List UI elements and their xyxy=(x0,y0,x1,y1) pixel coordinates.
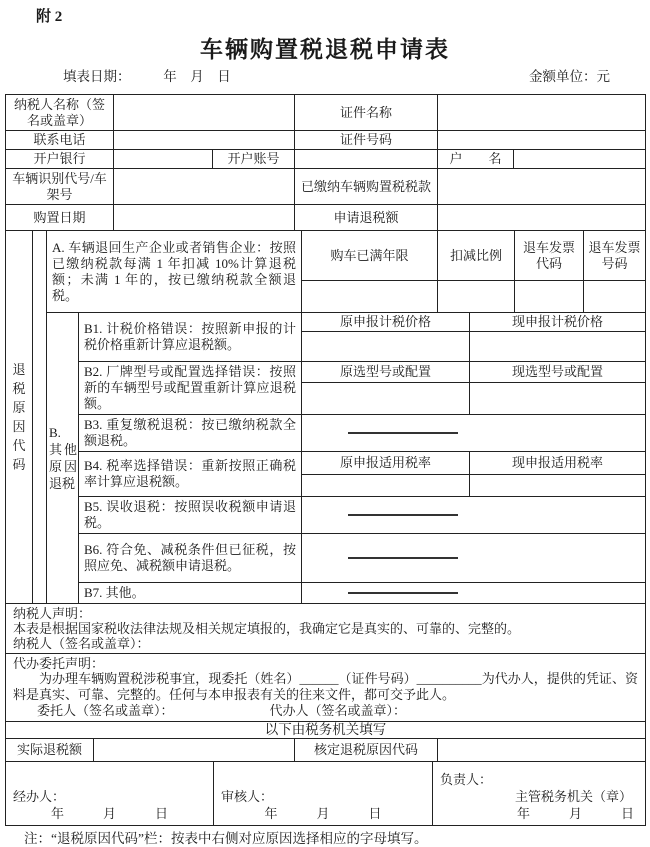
b4-new-input[interactable] xyxy=(470,475,646,497)
phone-input[interactable] xyxy=(114,131,295,150)
b5-blank-cell xyxy=(302,497,646,534)
b4-old-input[interactable] xyxy=(302,475,470,497)
taxpayer-declaration-body: 本表是根据国家税收法律法规及相关规定填报的，我确定它是真实的、可靠的、完整的。 xyxy=(13,621,521,636)
agent-signature-row xyxy=(13,703,638,719)
refund-request-input[interactable] xyxy=(438,205,646,231)
cert-name-label: 证件名称 xyxy=(295,95,438,131)
officers-table xyxy=(5,761,646,826)
cert-no-input[interactable] xyxy=(438,131,646,150)
reason-b6-desc: B6. 符合免、减税条件但已征税，按照应免、减税额申请退税。 xyxy=(79,534,302,583)
blank-dash xyxy=(348,592,458,594)
fill-date xyxy=(63,68,231,86)
bank-label: 开户银行 xyxy=(6,150,114,169)
b1-new-label: 现申报计税价格 xyxy=(470,313,646,332)
agent-signature-label: 代办人（签名或盖章）： xyxy=(269,703,407,718)
bank-account-input[interactable] xyxy=(295,150,438,169)
attachment-label: 附 2 xyxy=(36,9,63,25)
paid-tax-input[interactable] xyxy=(438,169,646,205)
authority-seal-label: 主管税务机关（章） xyxy=(514,789,632,804)
blank-dash xyxy=(348,432,458,434)
a-col-invoice-no-label: 退车发票号码 xyxy=(584,231,646,281)
vin-label: 车辆识别代号/车架号 xyxy=(6,169,114,205)
reason-b7-desc: B7. 其他。 xyxy=(79,583,302,604)
reason-b-group-label: B. 其他原因退税 xyxy=(47,313,79,604)
b1-old-input[interactable] xyxy=(302,332,470,362)
reason-b3-desc: B3. 重复缴税退税：按已缴纳税款全额退税。 xyxy=(79,415,302,452)
taxpayer-name-label: 纳税人名称（签名或盖章） xyxy=(6,95,114,131)
a-invoice-code-input[interactable] xyxy=(515,281,584,313)
a-col-ratio-label: 扣减比例 xyxy=(438,231,515,281)
handler-cell xyxy=(6,762,214,826)
paid-tax-label: 已缴纳车辆购置税税款 xyxy=(295,169,438,205)
refund-request-label: 申请退税额 xyxy=(295,205,438,231)
declarations-table xyxy=(5,603,646,739)
verified-code-label: 核定退税原因代码 xyxy=(295,739,438,762)
reviewer-label: 审核人： xyxy=(221,789,274,804)
handler-label: 经办人： xyxy=(13,789,66,804)
reviewer-date-line: 年 月 日 xyxy=(264,806,382,821)
b1-old-label: 原申报计税价格 xyxy=(302,313,470,332)
blank-dash xyxy=(348,514,458,516)
bank-account-label: 开户账号 xyxy=(213,150,295,169)
responsible-cell xyxy=(433,762,646,826)
taxpayer-signature-label: 纳税人（签名或盖章）： xyxy=(13,636,150,651)
purchase-date-input[interactable] xyxy=(114,205,295,231)
footnote: 注：“退税原因代码”栏：按表中右侧对应原因选择相应的字母填写。 xyxy=(24,831,428,846)
b2-new-input[interactable] xyxy=(470,382,646,414)
account-holder-label: 户 名 xyxy=(438,150,514,169)
agent-declaration-body: 为办理车辆购置税涉税事宜，现委托（姓名）______（证件号码）__________为代办人，提供的凭证、资料是真实、可靠、完整的。任何与本申报表有关的往来文件，都可交予此人。 xyxy=(13,671,638,702)
phone-label: 联系电话 xyxy=(6,131,114,150)
blank-dash xyxy=(348,557,458,559)
purchase-date-label: 购置日期 xyxy=(6,205,114,231)
a-ratio-input[interactable] xyxy=(438,281,515,313)
verified-code-input[interactable] xyxy=(438,739,646,762)
responsible-label: 负责人： xyxy=(440,772,493,787)
tax-authority-section-title: 以下由税务机关填写 xyxy=(6,722,646,739)
taxpayer-declaration-title: 纳税人声明： xyxy=(13,606,92,621)
reason-a-desc: A. 车辆退回生产企业或者销售企业：按照已缴纳税款每满 1 年扣减 10%计算退税额；未满 1 年的，按已缴纳税款全额退税。 xyxy=(47,231,302,313)
b2-old-label: 原选型号或配置 xyxy=(302,362,470,383)
a-col-invoice-code-label: 退车发票代码 xyxy=(515,231,584,281)
b4-old-label: 原申报适用税率 xyxy=(302,452,470,475)
b3-blank-cell xyxy=(302,415,646,452)
responsible-date-line: 年 月 日 xyxy=(516,806,634,821)
cert-no-label: 证件号码 xyxy=(295,131,438,150)
reviewer-cell xyxy=(214,762,433,826)
b6-blank-cell xyxy=(302,534,646,583)
amount-unit-label: 金额单位：元 xyxy=(529,69,610,84)
b7-blank-cell xyxy=(302,583,646,604)
a-invoice-no-input[interactable] xyxy=(584,281,646,313)
b4-new-label: 现申报适用税率 xyxy=(470,452,646,475)
account-holder-input[interactable] xyxy=(514,150,646,169)
bank-input[interactable] xyxy=(114,150,213,169)
taxpayer-name-input[interactable] xyxy=(114,95,295,131)
refund-reason-table xyxy=(5,230,646,604)
b2-old-input[interactable] xyxy=(302,382,470,414)
agent-declaration xyxy=(6,654,646,722)
agent-declaration-title: 代办委托声明： xyxy=(13,656,105,671)
reason-b2-desc: B2. 厂牌型号或配置选择错误：按照新的车辆型号或配置重新计算应退税额。 xyxy=(79,362,302,415)
b2-new-label: 现选型号或配置 xyxy=(470,362,646,383)
principal-signature-label: 委托人（签名或盖章）： xyxy=(37,703,174,718)
vin-input[interactable] xyxy=(114,169,295,205)
reason-b5-desc: B5. 误收退税：按照误收税额申请退税。 xyxy=(79,497,302,534)
taxpayer-declaration xyxy=(6,604,646,654)
fill-date-label: 填表日期： xyxy=(63,69,131,84)
reason-b1-desc: B1. 计税价格错误：按照新申报的计税价格重新计算应退税额。 xyxy=(79,313,302,362)
actual-refund-label: 实际退税额 xyxy=(6,739,94,762)
a-years-input[interactable] xyxy=(302,281,438,313)
b1-new-input[interactable] xyxy=(470,332,646,362)
actual-refund-input[interactable] xyxy=(94,739,295,762)
form-title: 车辆购置税退税申请表 xyxy=(200,36,450,62)
cert-name-input[interactable] xyxy=(438,95,646,131)
reason-code-entry-column[interactable] xyxy=(33,231,47,604)
a-col-years-label: 购车已满年限 xyxy=(302,231,438,281)
fill-date-fields: 年 月 日 xyxy=(163,69,231,84)
actual-refund-table xyxy=(5,738,646,762)
reason-code-side-label: 退税原因代码 xyxy=(6,231,33,604)
meta-row xyxy=(0,64,650,86)
taxpayer-info-table xyxy=(5,94,646,231)
handler-date-line: 年 月 日 xyxy=(50,806,168,821)
reason-b4-desc: B4. 税率选择错误：重新按照正确税率计算应退税额。 xyxy=(79,452,302,497)
